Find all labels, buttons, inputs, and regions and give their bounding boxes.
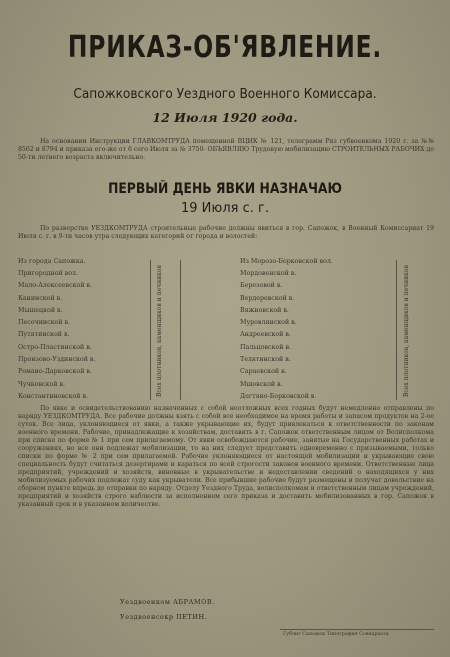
schedule-paragraph: По разверстке УЕЗДКОМТРУДА строительные рабочие должны явиться в гор. Сапожок, в Военный Комиссариат 19 Июля с. г. в 9-ти часов утра следующих категорий от города и волостей: bbox=[18, 225, 434, 240]
right-side-note: Всех плотников, каменщиков и печников bbox=[403, 265, 410, 397]
list-item: Мшовской в. bbox=[240, 380, 283, 388]
list-item: Путятинской в. bbox=[18, 331, 70, 339]
list-item: Чучковской в. bbox=[18, 380, 66, 388]
first-day-heading: ПЕРВЫЙ ДЕНЬ ЯВКИ НАЗНАЧАЮ bbox=[108, 181, 342, 197]
list-item: Пронзово-Уздинской в. bbox=[18, 356, 96, 364]
list-item: Муровлянской в. bbox=[240, 319, 297, 327]
list-item: Песочинской в. bbox=[18, 319, 71, 327]
list-item: Мордовенской в. bbox=[240, 270, 297, 277]
list-item: Мышецкой в. bbox=[18, 306, 63, 314]
list-item: Пальцовской в. bbox=[240, 343, 292, 351]
intro-paragraph: На основании Инструкции ГЛАВКОМТРУДА помещенной ВЦИК № 121, телеграмм Ряз губвоенкома 1920 г. за №№ 8562 и 8794 и приказа его-же от 6 сего Июля за № 3750- ОБЪЯВЛЯЮ Трудовую мобилизацию СТРОИТЕЛЬНЫХ РАБОЧИХ до 50-ти летнего возраста включительно. bbox=[18, 138, 434, 161]
secretary-signature: Уездвоенсекр ПЕТИН. bbox=[120, 613, 208, 621]
printer-divider bbox=[280, 629, 434, 630]
left-list-header: Из города Сапожка. bbox=[18, 258, 86, 265]
list-item: Березовой в. bbox=[240, 282, 283, 290]
commissar-signature: Уездвоенком АБРАМОВ. bbox=[120, 598, 215, 606]
list-item: Андреевской в. bbox=[240, 331, 291, 339]
printer-imprint: Гублит Сапожок Типография Совнархоза bbox=[283, 632, 389, 637]
list-item: Сараевской в. bbox=[240, 368, 287, 376]
left-side-note: Всех плотников, каменщиков и печников bbox=[156, 265, 163, 397]
list-item: Константиновской в. bbox=[18, 392, 89, 400]
list-item: Телятинской в. bbox=[240, 356, 291, 364]
list-item: Пригородной вол. bbox=[18, 270, 79, 277]
document-subtitle: Сапожковского Уездного Военного Комиссара. bbox=[73, 86, 377, 102]
document-title: ПРИКАЗ-ОБ'ЯВЛЕНИЕ. bbox=[67, 30, 383, 65]
list-item: Вяжновской в. bbox=[240, 306, 289, 314]
left-divider-line bbox=[180, 260, 181, 400]
first-day-date: 19 Июля с. г. bbox=[181, 201, 269, 216]
right-district-list bbox=[240, 258, 390, 405]
right-brace-line bbox=[396, 260, 397, 400]
list-item: Романо-Дарковской в. bbox=[18, 368, 92, 376]
left-district-list bbox=[18, 258, 148, 405]
list-item: Дегтяно-Борковской в. bbox=[240, 392, 317, 400]
list-item: Канинской в. bbox=[18, 294, 63, 302]
list-item: Вердеревской в. bbox=[240, 294, 295, 302]
left-brace-line bbox=[150, 260, 151, 400]
body-paragraph: По явке и освидетельствованию назначенных с собой неотложных всех годных будут немедленно отправлены по наряду УЕЗДКОМТРУДА. Все рабочие должны взять с собой все необходимое на время работы и запасом продуктов на 2-ое суток. Все лица, уклоняющиеся от явки, а также укрывающие их, будут привлекаться к ответственности по законам военного времени. Рабочие, принадлежащие к хозяйствам, доставить в г. Сапожок ответственным лицом от Волисполкома при списке по форме № 1 при сем прилагаемому. От явки освобождаются рабочие, занятые на Государственных работах и сооружениях, но все они подлежат мобилизации, то на них следует представить одновременно с призываемыми, только списки по форме № 2 при сем прилагаемой. Рабочие уклоняющиеся от настоящей мобилизации и укрывающие свою специальность будут считаться дезертирами и караться по всей строгости законов военного времени. Ответственные лица предприятий, учреждений и хозяйств, виновные в укрывательстве и недоставлении сведений о находящихся у них мобилизуемых рабочих подлежат суду как укрыватели. Все прибывшие рабочие будут размещены и получат довольствие на сборном пункте впредь до отправки по наряду. Отделу Уездного Труда, волисполкомам и ответственным лицам учреждений, предприятий и хозяйств строго наблюсти за исполнением сего приказа и доставить мобилизованных в гор. Сапожок в указанный срок и в указанном количестве. bbox=[18, 405, 434, 508]
document-date: 12 Июля 1920 года. bbox=[152, 110, 298, 125]
right-list-header: Из Морозо-Борковской вол. bbox=[240, 258, 333, 265]
list-item: Остро-Пластинской в. bbox=[18, 343, 92, 351]
list-item: Мало-Алексеевской в. bbox=[18, 282, 93, 290]
